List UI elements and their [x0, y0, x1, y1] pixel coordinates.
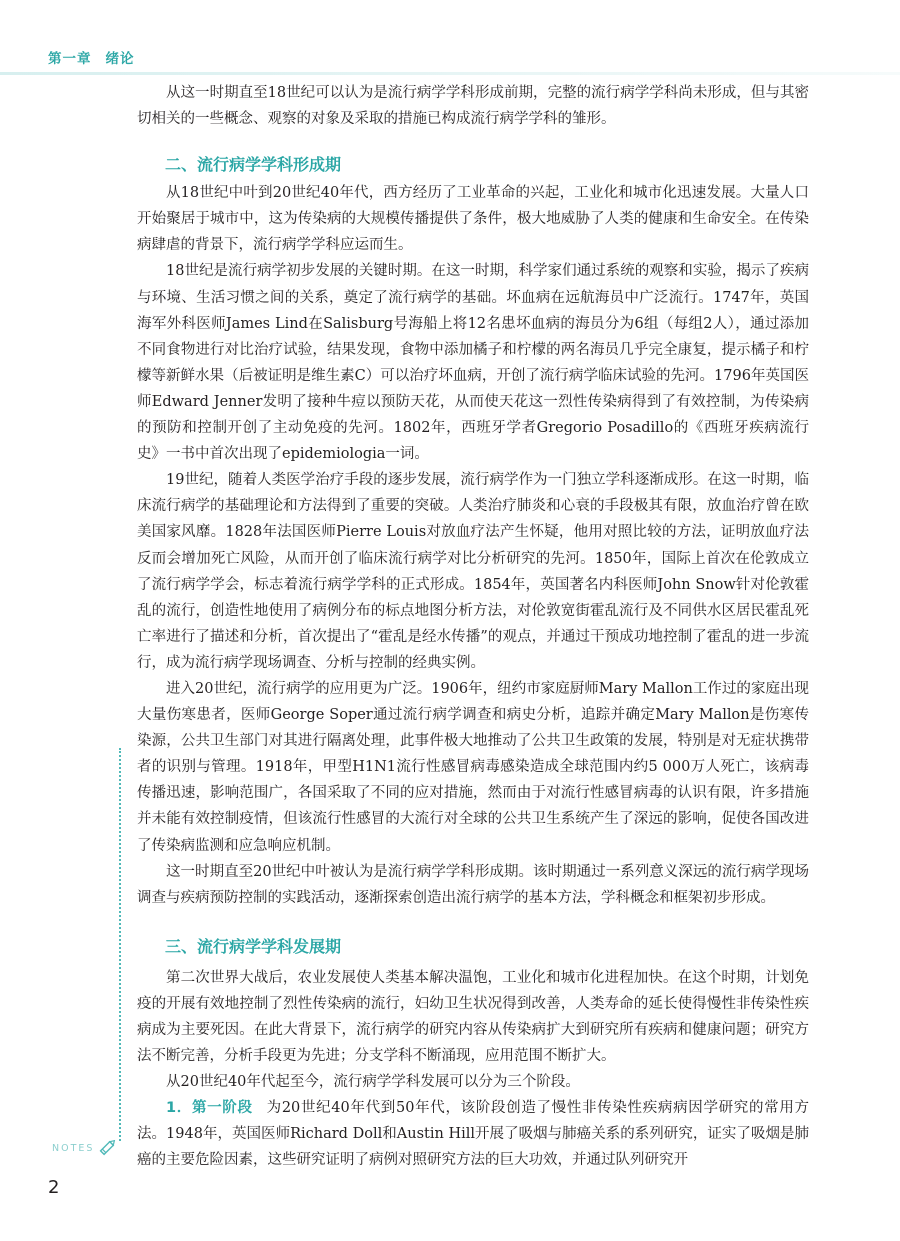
- chapter-title: 绪论: [105, 51, 135, 67]
- paragraph: 19世纪，随着人类医学治疗手段的逐步发展，流行病学作为一门独立学科逐渐成形。在这一时期，临床流行病学的基础理论和方法得到了重要的突破。人类治疗肺炎和心衰的手段极其有限，放血治疗曾在欧美国家风靡。1828年法国医师Pierre Louis对放血疗法产生怀疑，他用对照比较的方法，证明放血疗法反而会增加死亡风险，从而开创了临床流行病学对比分析研究的先河。1850年，国际上首次在伦敦成立了流行病学学会，标志着流行病学学科的正式形成。1854年，英国著名内科医师John Snow针对伦敦霍乱的流行，创造性地使用了病例分布的标点地图分析方法，对伦敦宽街霍乱流行及不同供水区居民霍乱死亡率进行了描述和分析，首次提出了“霍乱是经水传播”的观点，并通过干预成功地控制了霍乱的进一步流行，成为流行病学现场调查、分析与控制的经典实例。: [137, 472, 809, 671]
- pencil-icon: [97, 1136, 119, 1158]
- chapter-number: 第一章: [48, 51, 92, 67]
- notes-label: NOTES: [52, 1143, 95, 1154]
- section-heading-formation: 二、流行病学学科形成期: [165, 155, 342, 175]
- intro-paragraph: 从这一时期直至18世纪可以认为是流行病学学科形成前期，完整的流行病学学科尚未形成，但与其密切相关的一些概念、观察的对象及采取的措施已构成流行病学学科的雏形。: [137, 85, 809, 128]
- notes-marker: [48, 1136, 128, 1160]
- paragraph: 从18世纪中叶到20世纪40年代，西方经历了工业革命的兴起，工业化和城市化迅速发展。大量人口开始聚居于城市中，这为传染病的大规模传播提供了条件，极大地威胁了人类的健康和生命安全。在传染病肆虐的背景下，流行病学学科应运而生。: [137, 185, 809, 254]
- stage-label: 1．第一阶段: [166, 1100, 253, 1117]
- paragraph: 进入20世纪，流行病学的应用更为广泛。1906年，纽约市家庭厨师Mary Mallon工作过的家庭出现大量伤寒患者，医师George Soper通过流行病学调查和病史分析，追踪并确定Mary Mallon是伤寒传染源，公共卫生部门对其进行隔离处理，此事件极大地推动了公共卫生政策的发展，特别是对无症状携带者的识别与管理。1918年，甲型H1N1流行性感冒病毒感染造成全球范围内约5 000万人死亡，该病毒传播迅速，影响范围广，各国采取了不同的应对措施，然而由于对流行性感冒病毒的认识有限，许多措施并未能有效控制疫情，但该流行性感冒的大流行对全球的公共卫生系统产生了深远的影响，促使各国改进了传染病监测和应急响应机制。: [137, 680, 809, 854]
- notes-margin-rule: [119, 748, 121, 1141]
- page-number: 2: [48, 1177, 60, 1198]
- section-heading-development: 三、流行病学学科发展期: [165, 936, 342, 956]
- header-rule: [0, 72, 900, 75]
- paragraph: 从20世纪40年代起至今，流行病学学科发展可以分为三个阶段。: [166, 1074, 580, 1091]
- paragraph: 这一时期直至20世纪中叶被认为是流行病学学科形成期。该时期通过一系列意义深远的流行病学现场调查与疾病预防控制的实践活动，逐渐探索创造出流行病学的基本方法，学科概念和框架初步形成。: [137, 863, 809, 906]
- page-body: [137, 80, 809, 1174]
- stage-text: 为20世纪40年代到50年代，该阶段创造了慢性非传染性疾病病因学研究的常用方法。1948年，英国医师Richard Doll和Austin Hill开展了吸烟与肺癌关系的系列研究，证实了吸烟是肺癌的主要危险因素，这些研究证明了病例对照研究方法的巨大功效，并通过队列研究开: [137, 1100, 809, 1169]
- chapter-header: [48, 47, 135, 67]
- paragraph: 18世纪是流行病学初步发展的关键时期。在这一时期，科学家们通过系统的观察和实验，揭示了疾病与环境、生活习惯之间的关系，奠定了流行病学的基础。坏血病在远航海员中广泛流行。1747年，英国海军外科医师James Lind在Salisburg号海船上将12名患坏血病的海员分为6组（每组2人），通过添加不同食物进行对比治疗试验，结果发现，食物中添加橘子和柠檬的两名海员几乎完全康复，提示橘子和柠檬等新鲜水果（后被证明是维生素C）可以治疗坏血病，开创了流行病学临床试验的先河。1796年英国医师Edward Jenner发明了接种牛痘以预防天花，从而使天花这一烈性传染病得到了有效控制，为传染病的预防和控制开创了主动免疫的先河。1802年，西班牙学者Gregorio Posadillo的《西班牙疾病流行史》一书中首次出现了epidemiologia一词。: [137, 263, 809, 463]
- paragraph: 第二次世界大战后，农业发展使人类基本解决温饱，工业化和城市化进程加快。在这个时期，计划免疫的开展有效地控制了烈性传染病的流行，妇幼卫生状况得到改善，人类寿命的延长使得慢性非传染性疾病成为主要死因。在此大背景下，流行病学的研究内容从传染病扩大到研究所有疾病和健康问题；研究方法不断完善，分析手段更为先进；分支学科不断涌现，应用范围不断扩大。: [137, 969, 809, 1065]
- stage-paragraph: [137, 1095, 809, 1173]
